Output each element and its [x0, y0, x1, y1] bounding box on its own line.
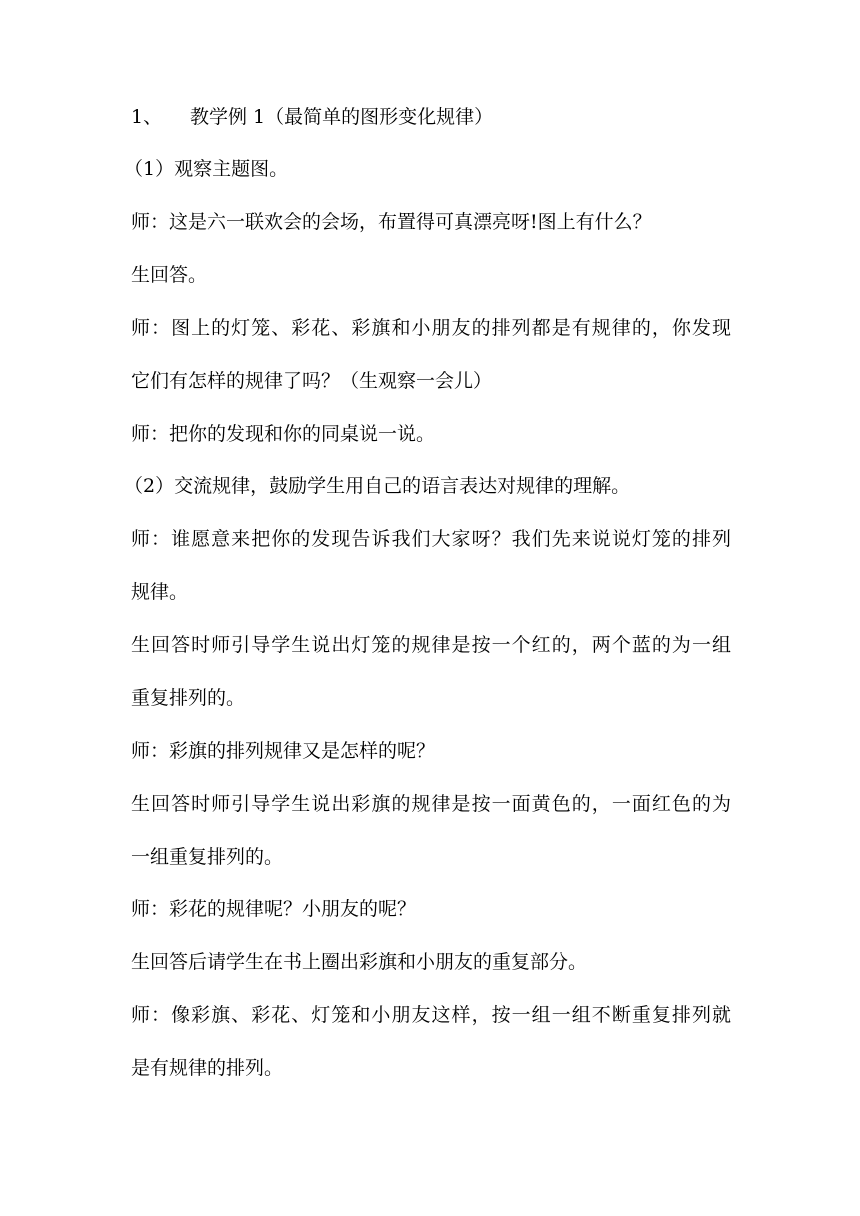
paragraph-line: 是有规律的排列。	[131, 1057, 284, 1079]
paragraph-line: 重复排列的。	[131, 687, 246, 709]
paragraph-line: 师：把你的发现和你的同桌说一说。	[131, 423, 436, 445]
paragraph-line: 师：这是六一联欢会的会场，布置得可真漂亮呀!图上有什么？	[131, 211, 652, 233]
paragraph-line: 生回答。	[131, 264, 208, 286]
paragraph-line: 它们有怎样的规律了吗？（生观察一会儿）	[131, 370, 493, 392]
heading-number: 1、	[131, 106, 163, 128]
paragraph-line: 规律。	[131, 581, 189, 603]
paragraph-line: 师：彩花的规律呢？小朋友的呢？	[131, 898, 417, 920]
paragraph-line: 生回答时师引导学生说出灯笼的规律是按一个红的，两个蓝的为一组	[131, 634, 731, 656]
paragraph-line: 师：图上的灯笼、彩花、彩旗和小朋友的排列都是有规律的，你发现	[131, 317, 731, 339]
paragraph-line: 一组重复排列的。	[131, 846, 284, 868]
paragraph-line: （1）观察主题图。	[124, 158, 289, 180]
paragraph-line: 生回答后请学生在书上圈出彩旗和小朋友的重复部分。	[131, 951, 588, 973]
paragraph-line: 师：谁愿意来把你的发现告诉我们大家呀？我们先来说说灯笼的排列	[131, 528, 731, 550]
paragraph-line: 生回答时师引导学生说出彩旗的规律是按一面黄色的，一面红色的为	[131, 793, 731, 815]
paragraph-line: 师：像彩旗、彩花、灯笼和小朋友这样，按一组一组不断重复排列就	[131, 1004, 731, 1026]
paragraph-line: （2）交流规律，鼓励学生用自己的语言表达对规律的理解。	[124, 475, 631, 497]
heading-title: 教学例 1（最简单的图形变化规律）	[190, 106, 494, 128]
section-heading	[131, 105, 731, 129]
paragraph-line: 师：彩旗的排列规律又是怎样的呢？	[131, 740, 436, 762]
